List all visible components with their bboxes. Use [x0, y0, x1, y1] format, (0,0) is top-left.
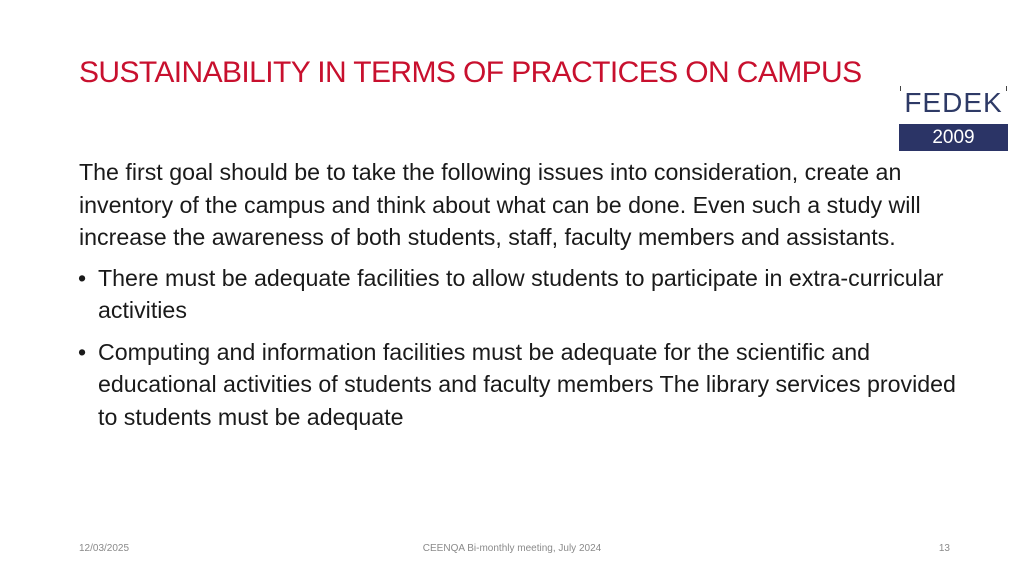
bullet-text: Computing and information facilities must be adequate for the scientific and educational activities of students and faculty members The library services provided to students must be adequate — [98, 338, 956, 430]
footer-date: 12/03/2025 — [79, 543, 130, 554]
slide-body — [79, 156, 959, 442]
footer-event: CEENQA Bi-monthly meeting, July 2024 — [422, 543, 602, 554]
intro-paragraph: The first goal should be to take the following issues into consideration, create an inventory of the campus and think about what can be done. Even such a study will increase the awareness of both students, staff, faculty members and assistants. — [79, 159, 921, 250]
bullet-list — [79, 262, 959, 434]
bullet-text: There must be adequate facilities to allow students to participate in extra-curricular activities — [98, 264, 944, 323]
bullet-icon: • — [78, 338, 87, 365]
bullet-item — [79, 336, 959, 434]
slide-title: SUSTAINABILITY IN TERMS OF PRACTICES ON CAMPUS — [79, 56, 862, 89]
fedek-logo — [898, 86, 1009, 152]
bullet-icon: • — [78, 264, 87, 291]
logo-name: FEDEK — [904, 87, 1003, 118]
bullet-item — [79, 262, 959, 327]
logo-year: 2009 — [899, 124, 1008, 151]
footer-page-number: 13 — [938, 543, 950, 554]
